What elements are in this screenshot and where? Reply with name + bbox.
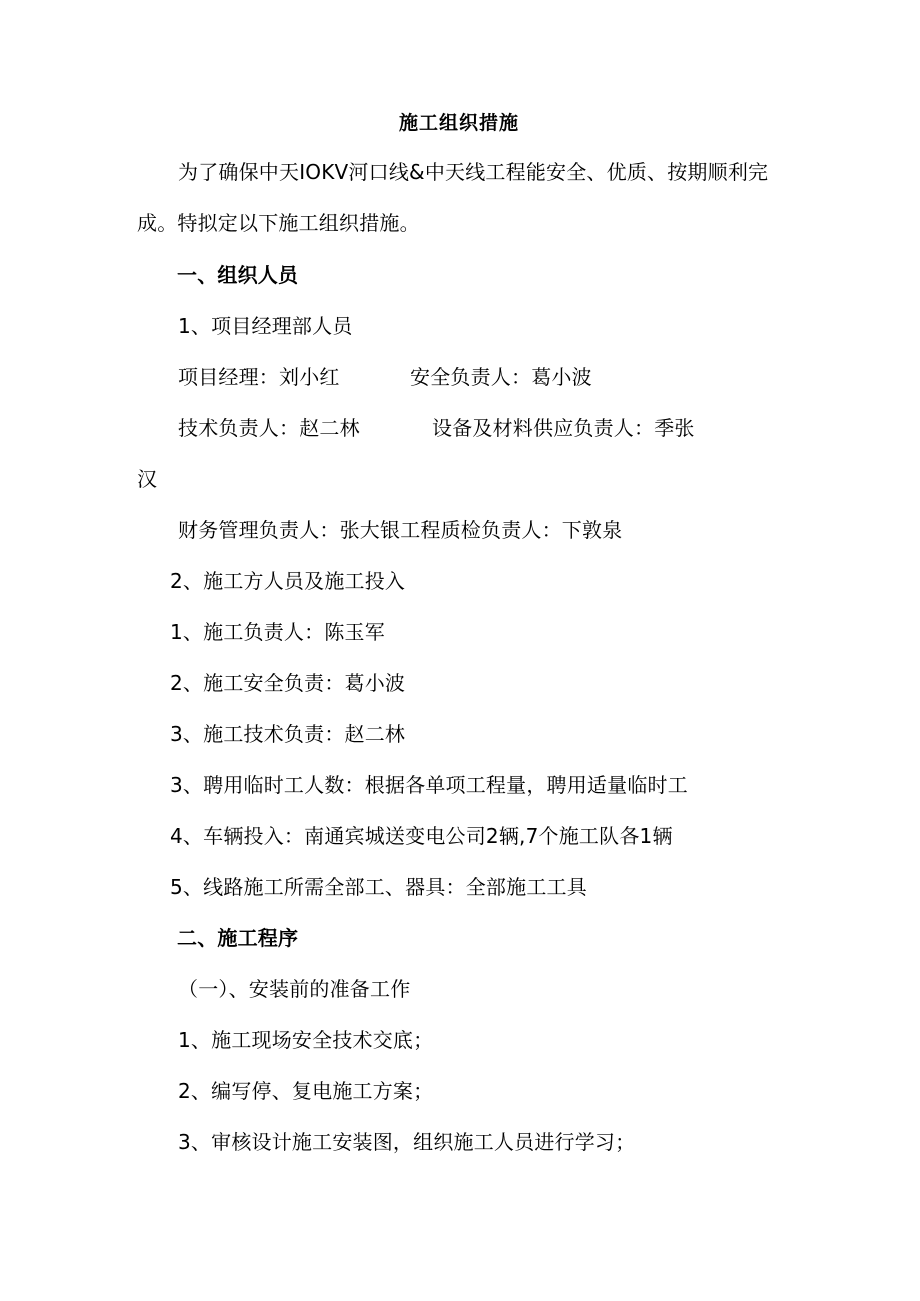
finance-quality-line: 财务管理负责人：张大银工程质检负责人：下敦泉 — [178, 518, 623, 542]
subsection-tools: 5、线路施工所需全部工、器具：全部施工工具 — [170, 875, 587, 899]
list-item: 1、施工现场安全技术交底； — [178, 1028, 434, 1052]
page-title: 施工组织措施 — [399, 112, 520, 134]
list-item: 2、编写停、复电施工方案； — [178, 1079, 434, 1103]
list-item: 1、施工负责人：陈玉军 — [170, 620, 385, 644]
list-item: 3、审核设计施工安装图，组织施工人员进行学习； — [178, 1130, 636, 1154]
list-item: 2、施工安全负责：葛小波 — [170, 671, 406, 695]
intro-paragraph-line-2: 成。特拟定以下施工组织措施。 — [137, 211, 420, 235]
subsection-construction-staff: 2、施工方人员及施工投入 — [170, 569, 406, 593]
technical-officer-line: 技术负责人：赵二林 — [178, 416, 360, 440]
section-1-heading: 一、组织人员 — [177, 263, 299, 287]
safety-officer-line: 安全负责人：葛小波 — [410, 365, 592, 389]
section-2-heading: 二、施工程序 — [177, 926, 299, 950]
subsection-vehicles: 4、车辆投入：南通宾城送变电公司2辆,7个施工队各1辆 — [170, 824, 673, 848]
project-manager-line: 项目经理：刘小红 — [178, 365, 340, 389]
subsection-project-department: 1、项目经理部人员 — [178, 314, 353, 338]
intro-paragraph-line-1: 为了确保中天IOKV河口线&中天线工程能安全、优质、按期顺利完 — [178, 160, 769, 184]
subsection-temporary-workers: 3、聘用临时工人数：根据各单项工程量，聘用适量临时工 — [170, 773, 688, 797]
equipment-officer-line-continued: 汉 — [137, 467, 158, 491]
equipment-officer-line: 设备及材料供应负责人：季张 — [432, 416, 695, 440]
list-item: 3、施工技术负责：赵二林 — [170, 722, 406, 746]
subsection-preparation: （一）、安装前的准备工作 — [178, 977, 411, 1001]
